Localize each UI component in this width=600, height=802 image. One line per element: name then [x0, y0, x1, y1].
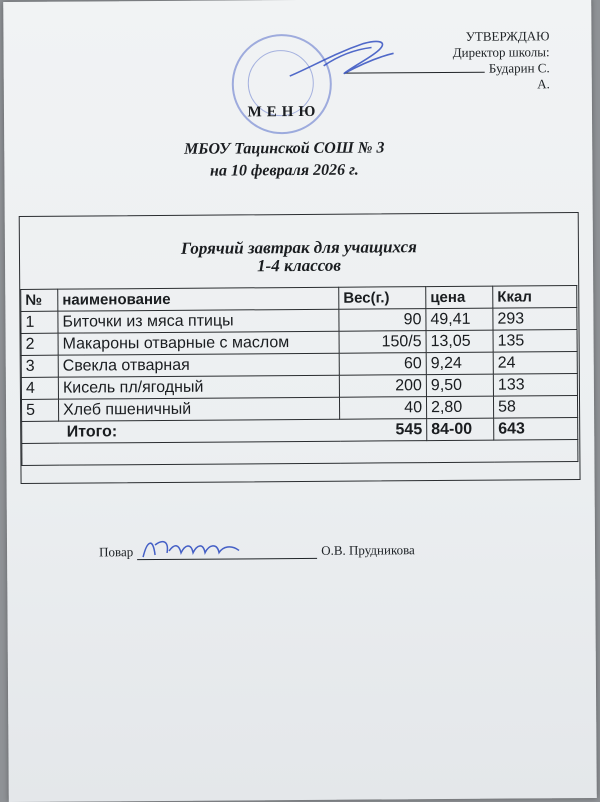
header-price: цена: [426, 286, 493, 308]
row-num: 4: [21, 377, 58, 399]
row-weight: 90: [339, 309, 426, 332]
total-empty: [22, 421, 59, 443]
row-name: Свекла отварная: [58, 353, 339, 377]
document-page: [3, 0, 597, 802]
meal-title-line2: 1-4 классов: [257, 255, 342, 276]
total-label: Итого:: [59, 419, 340, 443]
row-num: 2: [21, 333, 58, 355]
total-weight: 545: [340, 419, 427, 442]
row-weight: 40: [339, 397, 426, 420]
approval-name: Бударин С. А.: [488, 60, 550, 92]
row-weight: 200: [339, 375, 426, 398]
row-name: Кисель пл/ягодный: [58, 375, 339, 399]
meal-title-line1: Горячий завтрак для учащихся: [180, 237, 417, 258]
row-kcal: 133: [493, 374, 577, 397]
row-weight: 60: [339, 353, 426, 376]
menu-frame: [19, 212, 581, 484]
school-name: МБОУ Тацинской СОШ № 3: [183, 139, 385, 158]
row-kcal: 58: [493, 396, 577, 419]
row-kcal: 24: [493, 352, 577, 375]
menu-table: [20, 285, 578, 466]
row-name: Макароны отварные с маслом: [58, 331, 339, 355]
row-kcal: 293: [493, 308, 577, 331]
row-price: 9,50: [426, 374, 493, 396]
header-weight: Вес(г.): [339, 287, 426, 310]
empty-cell: [22, 440, 578, 466]
cook-role: Повар: [99, 544, 134, 560]
row-price: 2,80: [426, 396, 493, 418]
cook-signature-line: [137, 546, 317, 560]
header-num: №: [21, 289, 58, 311]
total-price: 84-00: [427, 418, 494, 440]
header-name: наименование: [58, 287, 339, 311]
row-weight: 150/5: [339, 331, 426, 354]
row-price: 13,05: [426, 330, 493, 352]
approval-heading: УТВЕРЖДАЮ: [465, 28, 550, 44]
row-num: 5: [21, 399, 58, 421]
header-kcal: Ккал: [493, 286, 577, 309]
total-kcal: 643: [494, 418, 578, 441]
cook-block: [99, 542, 415, 560]
menu-date: на 10 февраля 2026 г.: [209, 161, 359, 180]
meal-title: [20, 237, 578, 277]
approval-position: Директор школы:: [452, 44, 550, 60]
empty-row: [22, 440, 578, 466]
row-price: 49,41: [426, 308, 493, 330]
director-signature: [283, 35, 403, 86]
row-name: Биточки из мяса птицы: [58, 309, 339, 333]
row-kcal: 135: [493, 330, 577, 353]
row-num: 3: [21, 355, 58, 377]
row-num: 1: [21, 311, 58, 333]
row-name: Хлеб пшеничный: [58, 397, 339, 421]
menu-heading: МЕНЮ: [247, 103, 321, 121]
cook-name: О.В. Прудникова: [321, 542, 415, 558]
row-price: 9,24: [426, 352, 493, 374]
